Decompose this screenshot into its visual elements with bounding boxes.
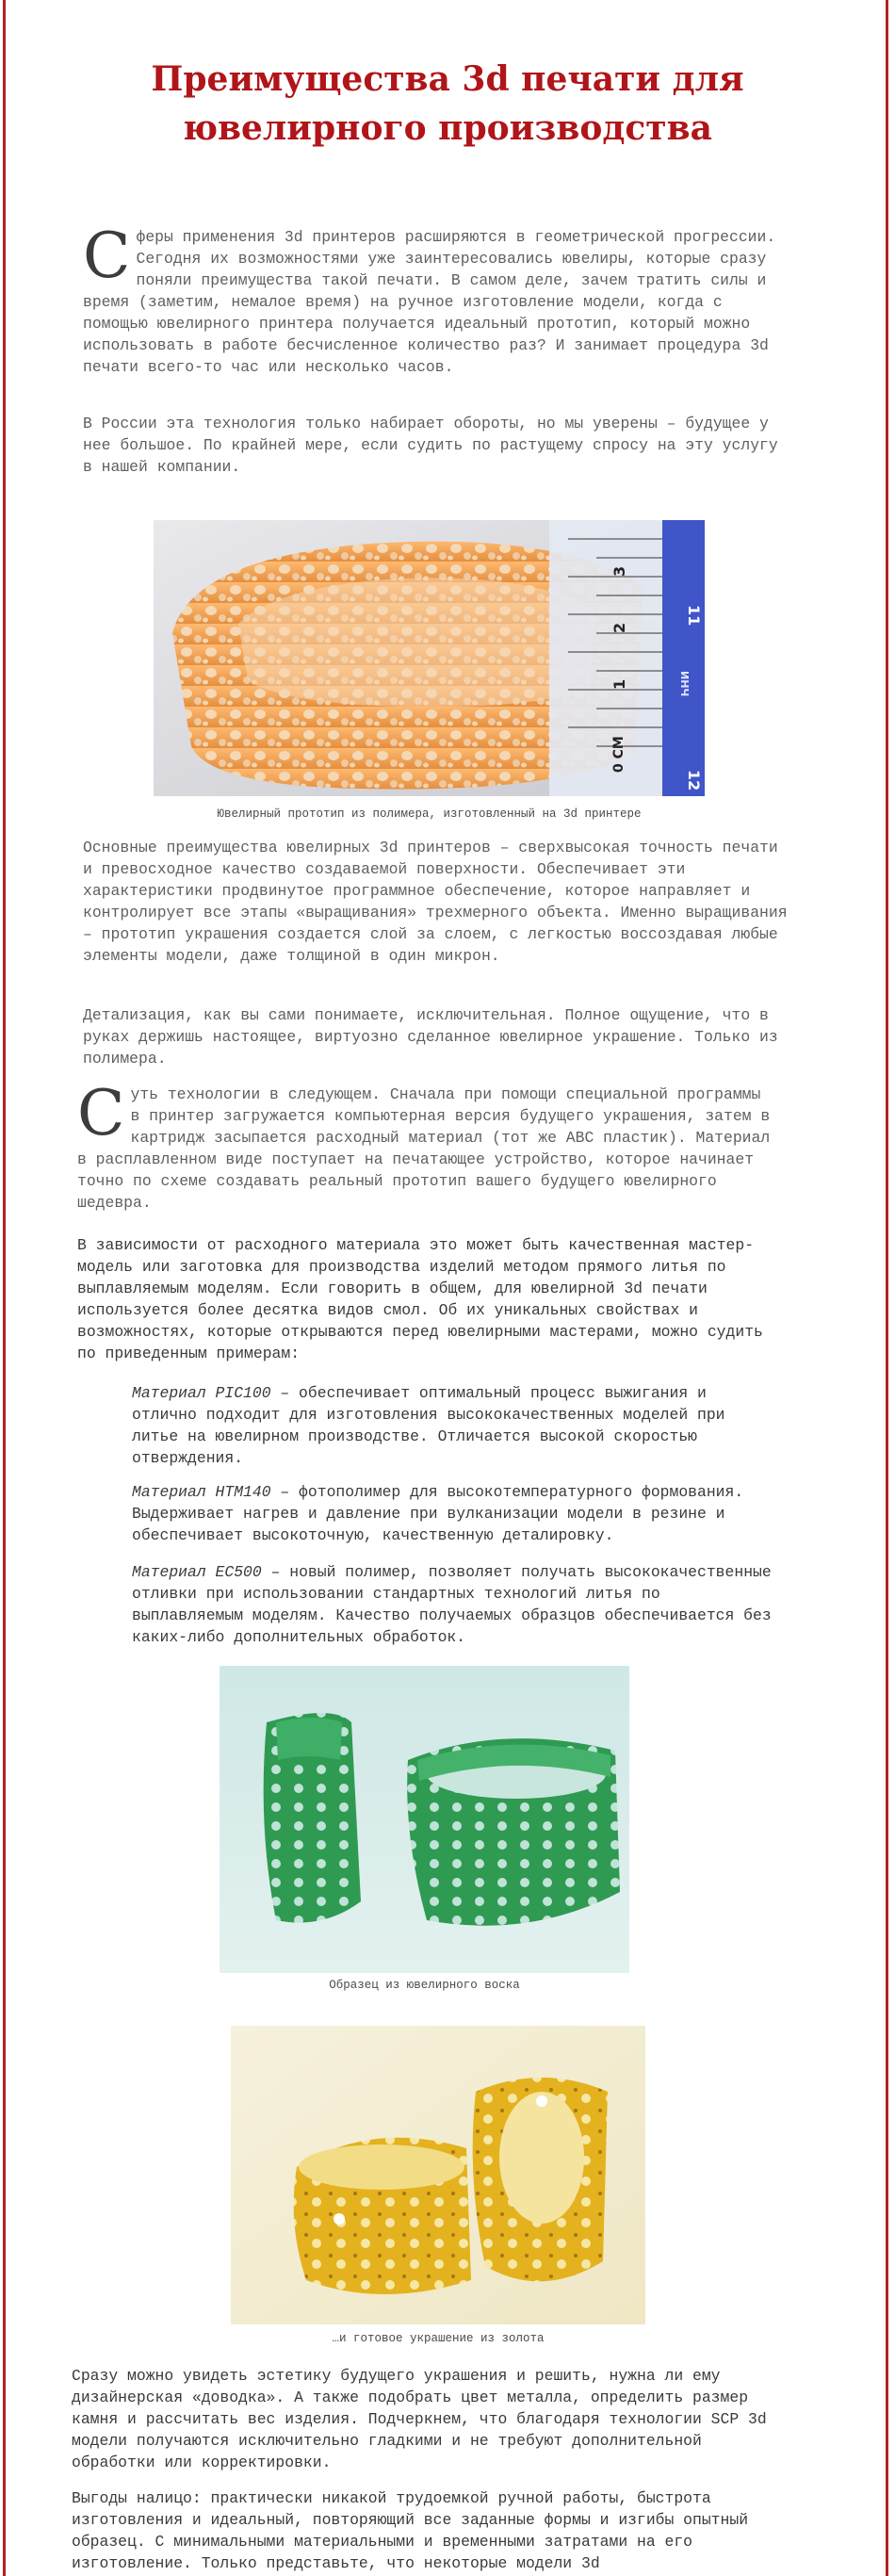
ruler-mark: ИНЧ — [678, 671, 691, 697]
figure-caption: Ювелирный прототип из полимера, изготовленный на 3d принтере — [217, 807, 642, 821]
material-item — [132, 1561, 780, 1648]
dropcap: С — [77, 1077, 125, 1149]
ruler-label: 1 — [610, 678, 628, 690]
intro-text: феры применения 3d принтеров расширяются в геометрической прогрессии. Сегодня их возможностями уже заинтересовались ювелиры, которые сразу поняли преимущества такой печати. В самом деле, зачем тратить силы и время (заметим, немалое время) на ручное изготовление модели, когда с помощью ювелирного принтера получается идеальный прототип, который можно использовать в работе бесчисленное количество раз? И занимает процедура 3d печати всего-то час или несколько часов. — [83, 228, 776, 376]
material-text: – обеспечивает оптимальный процесс выжигания и отлично подходит для изготовления высококачественных моделей при литье на ювелирном производстве. Отличается высокой скоростью отверждения. — [132, 1384, 725, 1467]
ruler-label: 12 — [685, 770, 703, 791]
wax-rings-photo — [220, 1666, 629, 1973]
section2-paragraph-2: Детализация, как вы сами понимаете, исключительная. Полное ощущение, что в руках держишь настоящее, виртуозно сделанное ювелирное украшение. Только из полимера. — [83, 1006, 778, 1068]
figure-caption: …и готовое украшение из золота — [332, 2332, 545, 2345]
section3-text: уть технологии в следующем. Сначала при помощи специальной программы в принтер загружается компьютерная версия будущего украшения, затем в картридж засыпается расходный материал (тот же АВС пластик). Материал в расплавленном виде поступает на печатающее устройство, которое начинает точно по схеме создавать реальный прототип вашего будущего ювелирного шедевра. — [77, 1085, 771, 1212]
polymer-ring-photo — [154, 520, 705, 796]
material-name: Материал PIC100 — [132, 1384, 271, 1402]
intro-paragraph — [83, 220, 791, 378]
ruler-label: 11 — [685, 605, 703, 627]
ruler-label: 2 — [610, 622, 628, 633]
section2-paragraph-1: Основные преимущества ювелирных 3d принтеров – сверхвысокая точность печати и превосходное качество создаваемой поверхности. Обеспечивает эти характеристики продвинутое программное обеспечение, которое направляет и контролирует все этапы «выращивания» трехмерного объекта. Именно выращивания – прототип украшения создается слой за слоем, с легкостью воссоздавая любые элементы модели, даже толщиной в один микрон. — [83, 839, 788, 965]
section3-paragraph — [77, 1077, 779, 1214]
section4-paragraph-1: Сразу можно увидеть эстетику будущего украшения и решить, нужна ли ему дизайнерская «доводка». А также подобрать цвет металла, определить размер камня и рассчитать вес изделия. Подчеркнем, что благодаря технологии SCP 3d модели получаются исключительно гладкими и не требуют дополнительной обработки или корректировки. — [72, 2367, 767, 2471]
ruler-label: 0 СМ — [611, 736, 626, 773]
figure-caption: Образец из ювелирного воска — [329, 1979, 520, 1992]
section4-paragraph-2: Выгоды налицо: практически никакой трудоемкой ручной работы, быстрота изготовления и идеальный, повторяющий все заданные формы и изгибы опытный образец. С минимальными материальными и временными затратами на его изготовление. Только представьте, что некоторые модели 3d — [72, 2489, 749, 2572]
material-name: Материал EC500 — [132, 1563, 262, 1581]
section3-paragraph-2: В зависимости от расходного материала это может быть качественная мастер-модель или заготовка для производства изделий методом прямого литья по выплавляемым моделям. Если говорить в общем, для ювелирной 3d печати используется более десятка видов смол. Об их уникальных свойствах и возможностях, которые открываются перед ювелирными мастерами, можно судить по приведенным примерам: — [77, 1236, 763, 1362]
intro-paragraph-2: В России эта технология только набирает обороты, но мы уверены – будущее у нее большое. По крайней мере, если судить по растущему спросу на эту услугу в нашей компании. — [83, 415, 778, 476]
page-title: Преимущества 3d печати для ювелирного производства — [151, 59, 744, 148]
gold-rings-photo — [231, 2026, 645, 2324]
material-item — [132, 1382, 780, 1469]
material-text: – фотополимер для высокотемпературного формования. Выдерживает нагрев и давление при вулканизации модели в резине и обеспечивает высокоточную, качественную деталировку. — [132, 1483, 744, 1544]
ruler-label: 3 — [610, 565, 628, 577]
material-text: – новый полимер, позволяет получать высококачественные отливки при использовании стандартных технологий литья по выплавляемым моделям. Качество получаемых образцов обеспечивается без каких-либо дополнительных обработок. — [132, 1563, 772, 1646]
dropcap: С — [83, 220, 131, 292]
material-name: Материал HTM140 — [132, 1483, 271, 1501]
material-item — [132, 1481, 780, 1546]
